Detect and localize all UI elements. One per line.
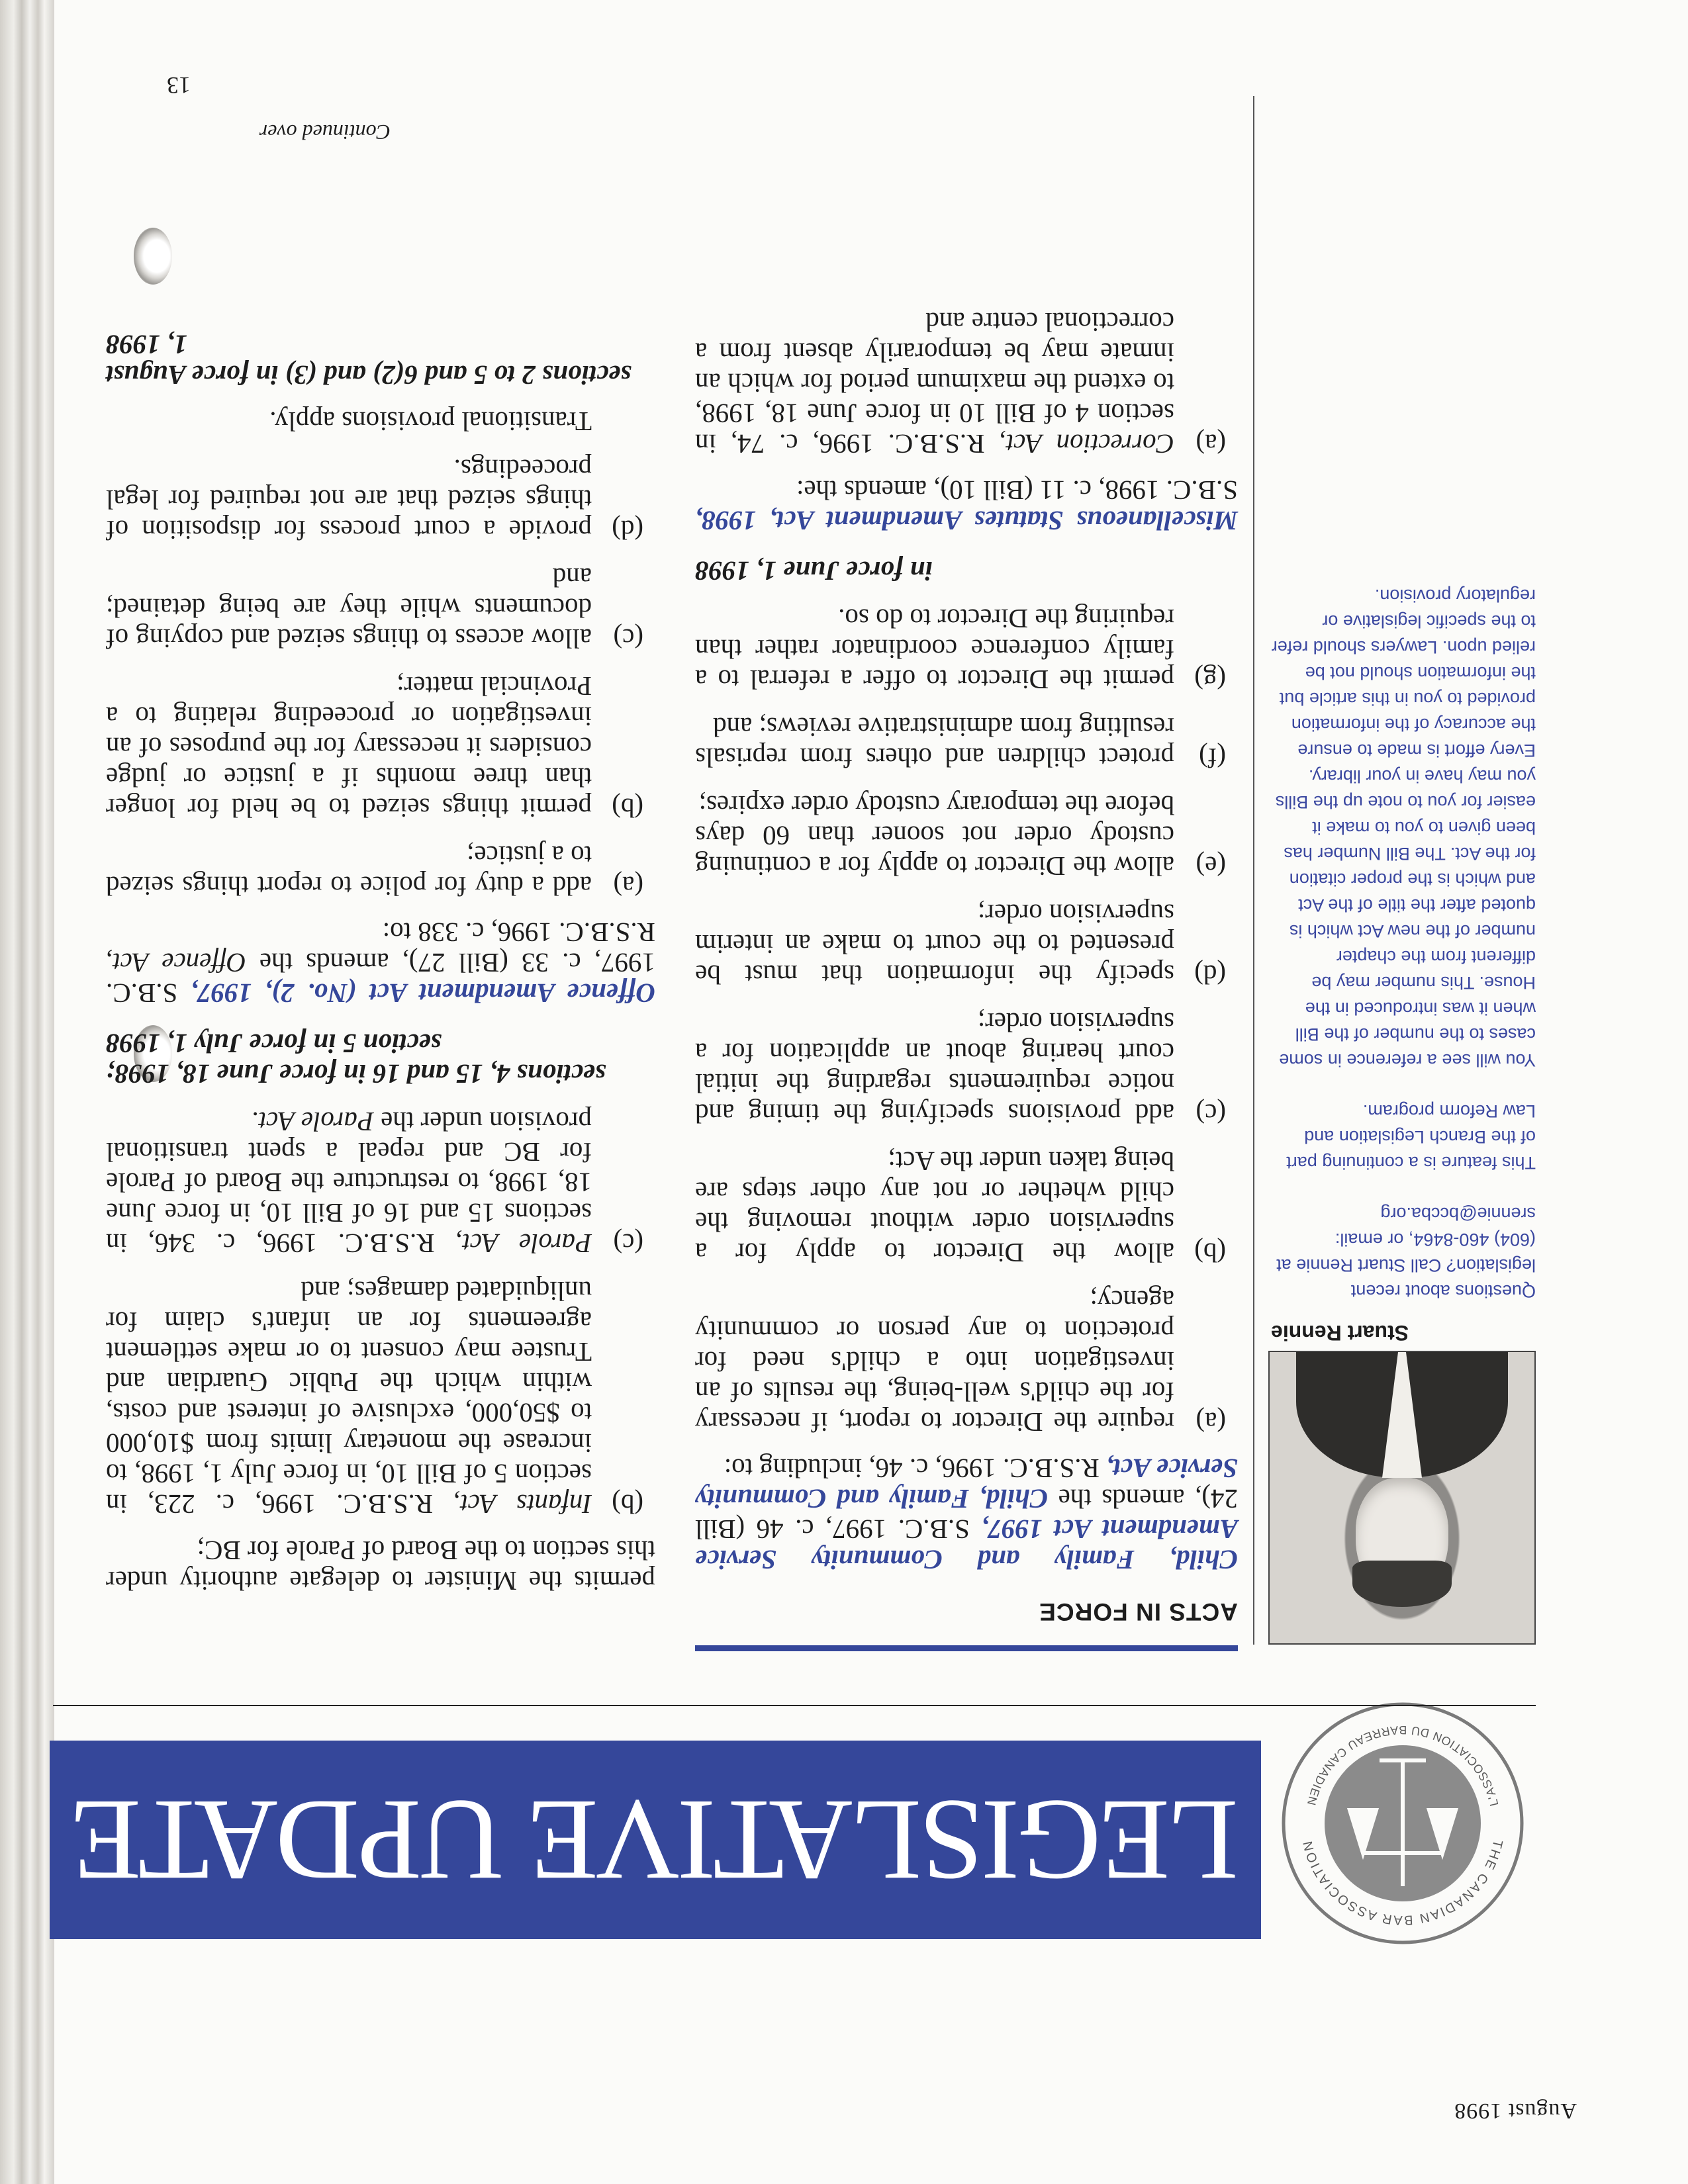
act1-item [695, 1285, 1238, 1437]
logo-text-en: THE CANADIAN BAR ASSOCIATION [1300, 1838, 1505, 1928]
act2-item [106, 1107, 655, 1259]
act1-intro-a: S.B.C. 1997, c. 46 (Bill 24), amends the [694, 1484, 1238, 1545]
item-act-name-2: Parole Act [258, 1107, 374, 1137]
punch-hole-bottom [134, 228, 172, 285]
continued-over: Continued over [259, 120, 391, 144]
acts-in-force-rule [695, 1645, 1238, 1651]
item-text: add a duty for police to report things seized to a justice; [106, 841, 592, 901]
act1-paragraph [695, 1453, 1238, 1575]
item-act-name: Parole Act, [455, 1228, 592, 1259]
act3-title: Offence Amendment Act (No. 2), 1997, [191, 978, 655, 1009]
sidebar-note: You will see a reference in some cases to the number of the Bill when it was introduced in the House. This number may be different from the chapter number of the new Act which is quoted after the title of the Act and which is the proper citation for the Act. The Bill Number has been given to you to make it easier for you to note up the Bills you may have in your library. Every effort is made to ensure the accuracy of the information provided to you in this article but the information should not be relied upon. Lawyers should refer to the specific legislative or regulatory provision. [1271, 586, 1536, 1070]
item-text: allow the Director to apply for a continuing custody order not sooner than 60 days before the temporary custody order expires; [695, 790, 1174, 882]
act2-in-force-b: section 5 in force July 1, 1998 [106, 1028, 442, 1059]
sidebar-contact: Questions about recent legislation? Call Stuart Rennie at (604) 460-8464, or email: srennie@bccba.org [1276, 1204, 1536, 1301]
author-name: Stuart Rennie [1271, 1321, 1409, 1345]
item-label: (f) [1199, 743, 1226, 773]
item-text: require the Director to report, if necessary for the child's well-being, the results of an investigation into a child's need for protection to any person or community agency; [695, 1285, 1174, 1437]
act3-item [106, 671, 655, 823]
act3-intro-a: S.B.C. 1997, c. 33 (Bill 27), amends the [106, 948, 655, 1009]
item-text [106, 1107, 592, 1259]
act3-item [106, 454, 655, 545]
act1-item [695, 604, 1238, 695]
act2-in-force-a: sections 4, 15 and 16 in force June 18, 1998; [106, 1059, 606, 1089]
act1-item [695, 1146, 1238, 1268]
act1-amended-act: Child, Family and Community Service Act, [695, 1453, 1238, 1514]
item-text [106, 1276, 592, 1520]
cba-logo [1274, 1694, 1532, 1952]
sidebar-rule [1253, 96, 1254, 1645]
act1-item [695, 899, 1238, 990]
act1-item [695, 712, 1238, 773]
act3-paragraph [106, 917, 655, 1009]
item-label: (c) [1196, 1099, 1226, 1129]
item-text: specify the information that must be presented to the court to make an interim supervision order; [695, 899, 1174, 990]
item-text [695, 307, 1174, 459]
act1-item [695, 1007, 1238, 1129]
item-label: (a) [613, 871, 643, 901]
page-number: 13 [167, 72, 191, 99]
photo-hair [1352, 1561, 1452, 1607]
item-label: (g) [1194, 664, 1226, 695]
item-text: allow access to things seized and copying of documents while they are being detained; and [106, 563, 592, 654]
item-label: (a) [1196, 1407, 1226, 1437]
author-photo [1268, 1351, 1536, 1645]
transitional-provisions: Transitional provisions apply. [269, 406, 592, 437]
item-act-text-2: . [252, 1107, 259, 1137]
act3-item [106, 563, 655, 654]
act2-intro: S.B.C. 1998, c. 11 (Bill 10), amends the: [796, 475, 1238, 506]
act1-title: Child, Family and Community Service Amendment Act 1997, [695, 1514, 1238, 1575]
item-label: (b) [612, 793, 643, 823]
act3-in-force: sections 2 to 5 and 6(2) and (3) in force August 1, 1998 [106, 330, 632, 390]
act1-item [695, 790, 1238, 882]
item-label: (c) [613, 1228, 643, 1259]
act3-item [106, 841, 655, 901]
item-act-text: R.S.B.C. 1996, c. 74, in section 4 of Bill 10 in force June 18, 1998, to extend the maximum period for which an inmate may be temporarily absent from a correctional centre and [695, 307, 1174, 459]
act2-title: Miscellaneous Statutes Amendment Act, 1998, [695, 506, 1238, 536]
act2-item [695, 307, 1238, 459]
item-text: permit things seized to be held for longer than three months if a justice or judge considers it necessary for the purposes of an investigation or proceeding relating to a Provincial matter; [106, 671, 592, 823]
column-2 [106, 310, 655, 1596]
item-label: (b) [1194, 1238, 1226, 1268]
act2-paragraph [695, 475, 1238, 536]
item-label: (e) [1196, 851, 1226, 882]
item-text: protect children and others from reprisals resulting from administrative reviews; and [695, 712, 1174, 773]
act2-item [106, 1276, 655, 1520]
act1-in-force: in force June 1, 1998 [695, 556, 933, 586]
item-label: (c) [613, 623, 643, 654]
item-label: (a) [1196, 429, 1226, 459]
sidebar-program: This feature is a continuing part of the Branch Legislation and Law Reform program. [1286, 1101, 1536, 1173]
logo-text-fr: L'ASSOCIATION DU BARREAU CANADIEN [1304, 1723, 1501, 1808]
section-title: ACTS IN FORCE [1039, 1598, 1238, 1625]
item-text: permit the Director to offer a referral to a family conference coordinator rather than requiring the Director to do so. [695, 604, 1174, 695]
item-act-text: R.S.B.C. 1996, c. 346, in sections 15 and 16 of Bill 10, in force June 18, 1998, to restructure the Board of Parole for BC and repeal a spent transitional provision under the [106, 1107, 592, 1259]
running-header-date: August 1998 [1454, 2099, 1577, 2123]
top-rule [53, 1705, 1536, 1706]
act3-intro-b: R.S.B.C. 1996, c. 338 to: [382, 917, 655, 948]
item-label: (b) [612, 1489, 643, 1520]
item-text: provide a court process for disposition of things seized that are not required for legal proceedings. [106, 454, 592, 545]
act1-intro-b: R.S.B.C. 1996, c. 46, including to: [724, 1453, 1107, 1484]
item-text: add provisions specifying the timing and notice requirements regarding the initial court hearing about an application for a supervision order; [695, 1007, 1174, 1129]
sidebar [1271, 557, 1536, 1304]
item-label: (d) [1194, 960, 1226, 990]
banner [50, 1741, 1261, 1939]
item-label: (d) [612, 515, 643, 545]
item-act-text: R.S.B.C. 1996, c. 223, in section 5 of Bill 10, in force July 1, 1998, to increase the monetary limits from $10,000 to $50,000, exclusive of interest and costs, within which the Public Guardian and Trustee may consent to or make settlement agreements for an infant's claim for unliquidated damages; and [106, 1276, 592, 1520]
binder-edge [0, 0, 54, 2184]
act3-amended-act: Offence Act, [106, 948, 246, 978]
continuation-text: permits the Minister to delegate authority under this section to the Board of Parole for BC; [106, 1535, 655, 1596]
column-1 [695, 290, 1238, 1651]
item-act-name: Correction Act, [999, 429, 1174, 459]
banner-title: LEGISLATIVE UPDATE [72, 1776, 1239, 1905]
item-act-name: Infants Act, [453, 1489, 592, 1520]
item-text: allow the Director to apply for a supervision order without removing the child whether or not any other steps are being taken under the Act; [695, 1146, 1174, 1268]
